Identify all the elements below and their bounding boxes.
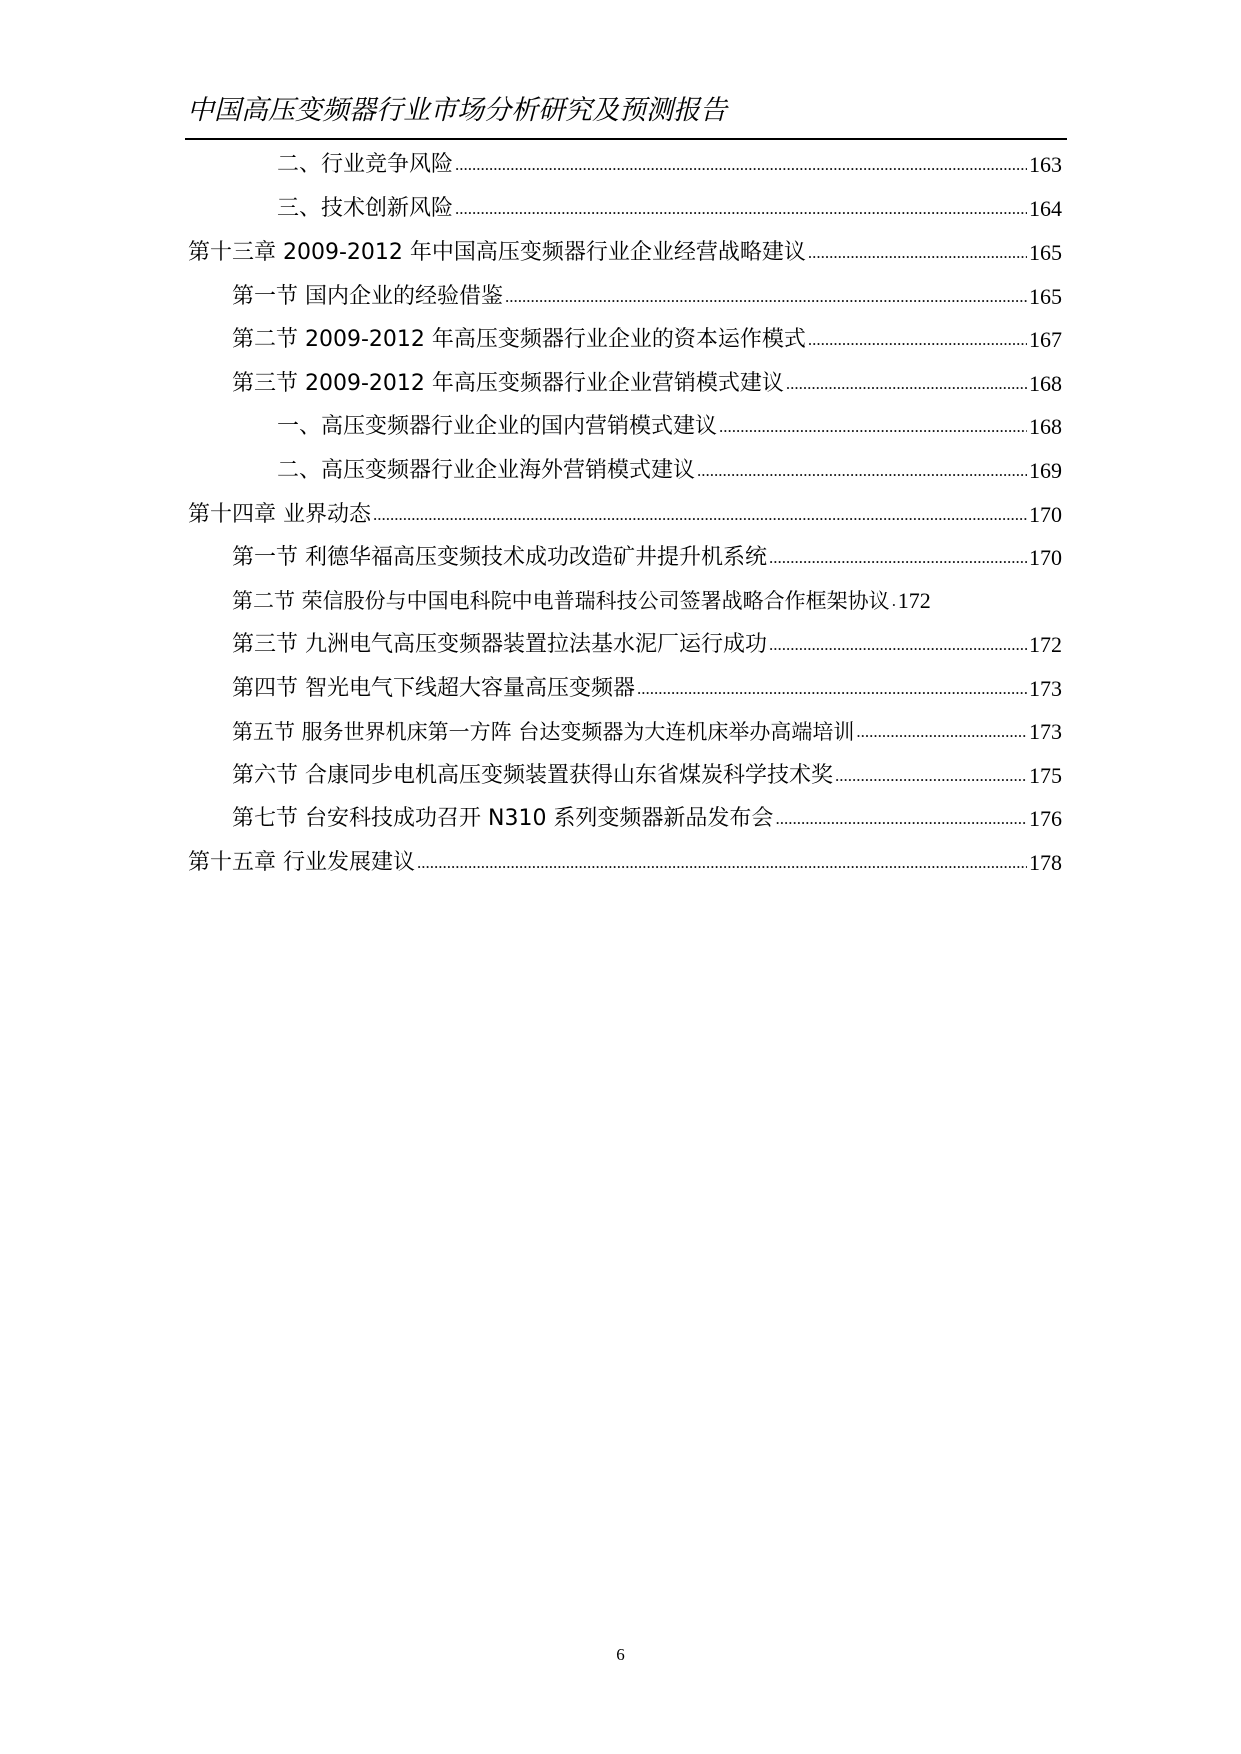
dot-leader	[417, 848, 1027, 878]
toc-entry[interactable]	[232, 664, 1062, 704]
dot-leader	[775, 804, 1027, 834]
toc-entry-label: 一、高压变频器行业企业的国内营销模式建议	[277, 414, 718, 439]
toc-entry-label: 第四节 智光电气下线超大容量高压变频器	[232, 676, 635, 701]
toc-entry[interactable]	[232, 576, 1066, 616]
toc-entry-label: 第二节 2009-2012 年高压变频器行业企业的资本运作模式	[232, 327, 806, 352]
toc-entry-label: 第一节 国内企业的经验借鉴	[232, 284, 503, 309]
dot-leader	[373, 500, 1027, 530]
toc-entry-page: 178	[1029, 850, 1062, 875]
toc-entry[interactable]	[277, 446, 1062, 486]
dot-leader	[786, 369, 1027, 399]
toc-entry[interactable]	[232, 794, 1062, 834]
dot-leader	[856, 717, 1027, 747]
dot-leader	[505, 282, 1027, 312]
toc-entry[interactable]	[277, 184, 1062, 224]
toc-entry-page: 173	[1029, 719, 1062, 744]
dot-leader	[892, 586, 896, 616]
toc-entry-label: 第十五章 行业发展建议	[188, 850, 415, 875]
toc-entry[interactable]	[232, 751, 1062, 791]
toc-entry-page: 170	[1029, 545, 1062, 570]
toc-entry-page: 167	[1029, 327, 1062, 352]
dot-leader	[769, 630, 1027, 660]
toc-entry-page: 176	[1029, 806, 1062, 831]
toc-entry-label: 第二节 荣信股份与中国电科院中电普瑞科技公司签署战略合作框架协议	[232, 589, 890, 613]
toc-entry-page: 163	[1029, 152, 1062, 177]
report-header-title: 中国高压变频器行业市场分析研究及预测报告	[187, 95, 727, 126]
toc-entry[interactable]	[188, 490, 1062, 530]
toc-entry-page: 168	[1029, 371, 1062, 396]
toc-entry-page: 175	[1029, 763, 1062, 788]
toc-entry-page: 169	[1029, 458, 1062, 483]
toc-entry-label: 第七节 台安科技成功召开 N310 系列变频器新品发布会	[232, 806, 774, 831]
toc-entry-label: 三、技术创新风险	[277, 196, 454, 221]
toc-entry-page: 165	[1029, 240, 1062, 265]
toc-entry-page: 165	[1029, 284, 1062, 309]
toc-entry[interactable]	[232, 533, 1062, 573]
toc-entry[interactable]	[232, 620, 1062, 660]
page-number: 6	[616, 1645, 625, 1664]
toc-entry-page: 168	[1029, 414, 1062, 439]
dot-leader	[697, 456, 1027, 486]
toc-entry-page: 173	[1029, 676, 1062, 701]
toc-entry-label: 第五节 服务世界机床第一方阵 台达变频器为大连机床举办高端培训	[232, 720, 855, 744]
toc-entry-label: 二、高压变频器行业企业海外营销模式建议	[277, 458, 696, 483]
toc-entry[interactable]	[277, 402, 1062, 442]
toc-entry[interactable]	[232, 359, 1062, 399]
toc-entry[interactable]	[232, 272, 1062, 312]
toc-entry[interactable]	[232, 707, 1062, 747]
toc-entry-label: 第六节 合康同步电机高压变频装置获得山东省煤炭科学技术奖	[232, 763, 833, 788]
toc-entry-page: 164	[1029, 196, 1062, 221]
dot-leader	[455, 194, 1027, 224]
dot-leader	[455, 150, 1027, 180]
toc-entry[interactable]	[232, 315, 1062, 355]
toc-entry[interactable]	[277, 140, 1062, 180]
toc-entry-label: 第一节 利德华福高压变频技术成功改造矿井提升机系统	[232, 545, 767, 570]
dot-leader	[637, 674, 1027, 704]
toc-entry-label: 第三节 2009-2012 年高压变频器行业企业营销模式建议	[232, 371, 784, 396]
dot-leader	[835, 761, 1027, 791]
dot-leader	[808, 238, 1027, 268]
dot-leader	[719, 412, 1027, 442]
toc-entry-page: 170	[1029, 502, 1062, 527]
toc-entry-label: 二、行业竞争风险	[277, 152, 454, 177]
toc-entry[interactable]	[188, 228, 1062, 268]
toc-entry-label: 第十三章 2009-2012 年中国高压变频器行业企业经营战略建议	[188, 240, 806, 265]
toc-entry-label: 第十四章 业界动态	[188, 502, 371, 527]
toc-entry-label: 第三节 九洲电气高压变频器装置拉法基水泥厂运行成功	[232, 632, 767, 657]
toc-entry[interactable]	[188, 838, 1062, 878]
dot-leader	[808, 325, 1027, 355]
toc-entry-page: 172	[1029, 632, 1062, 657]
toc-entry-page: 172	[897, 588, 931, 613]
dot-leader	[769, 543, 1027, 573]
